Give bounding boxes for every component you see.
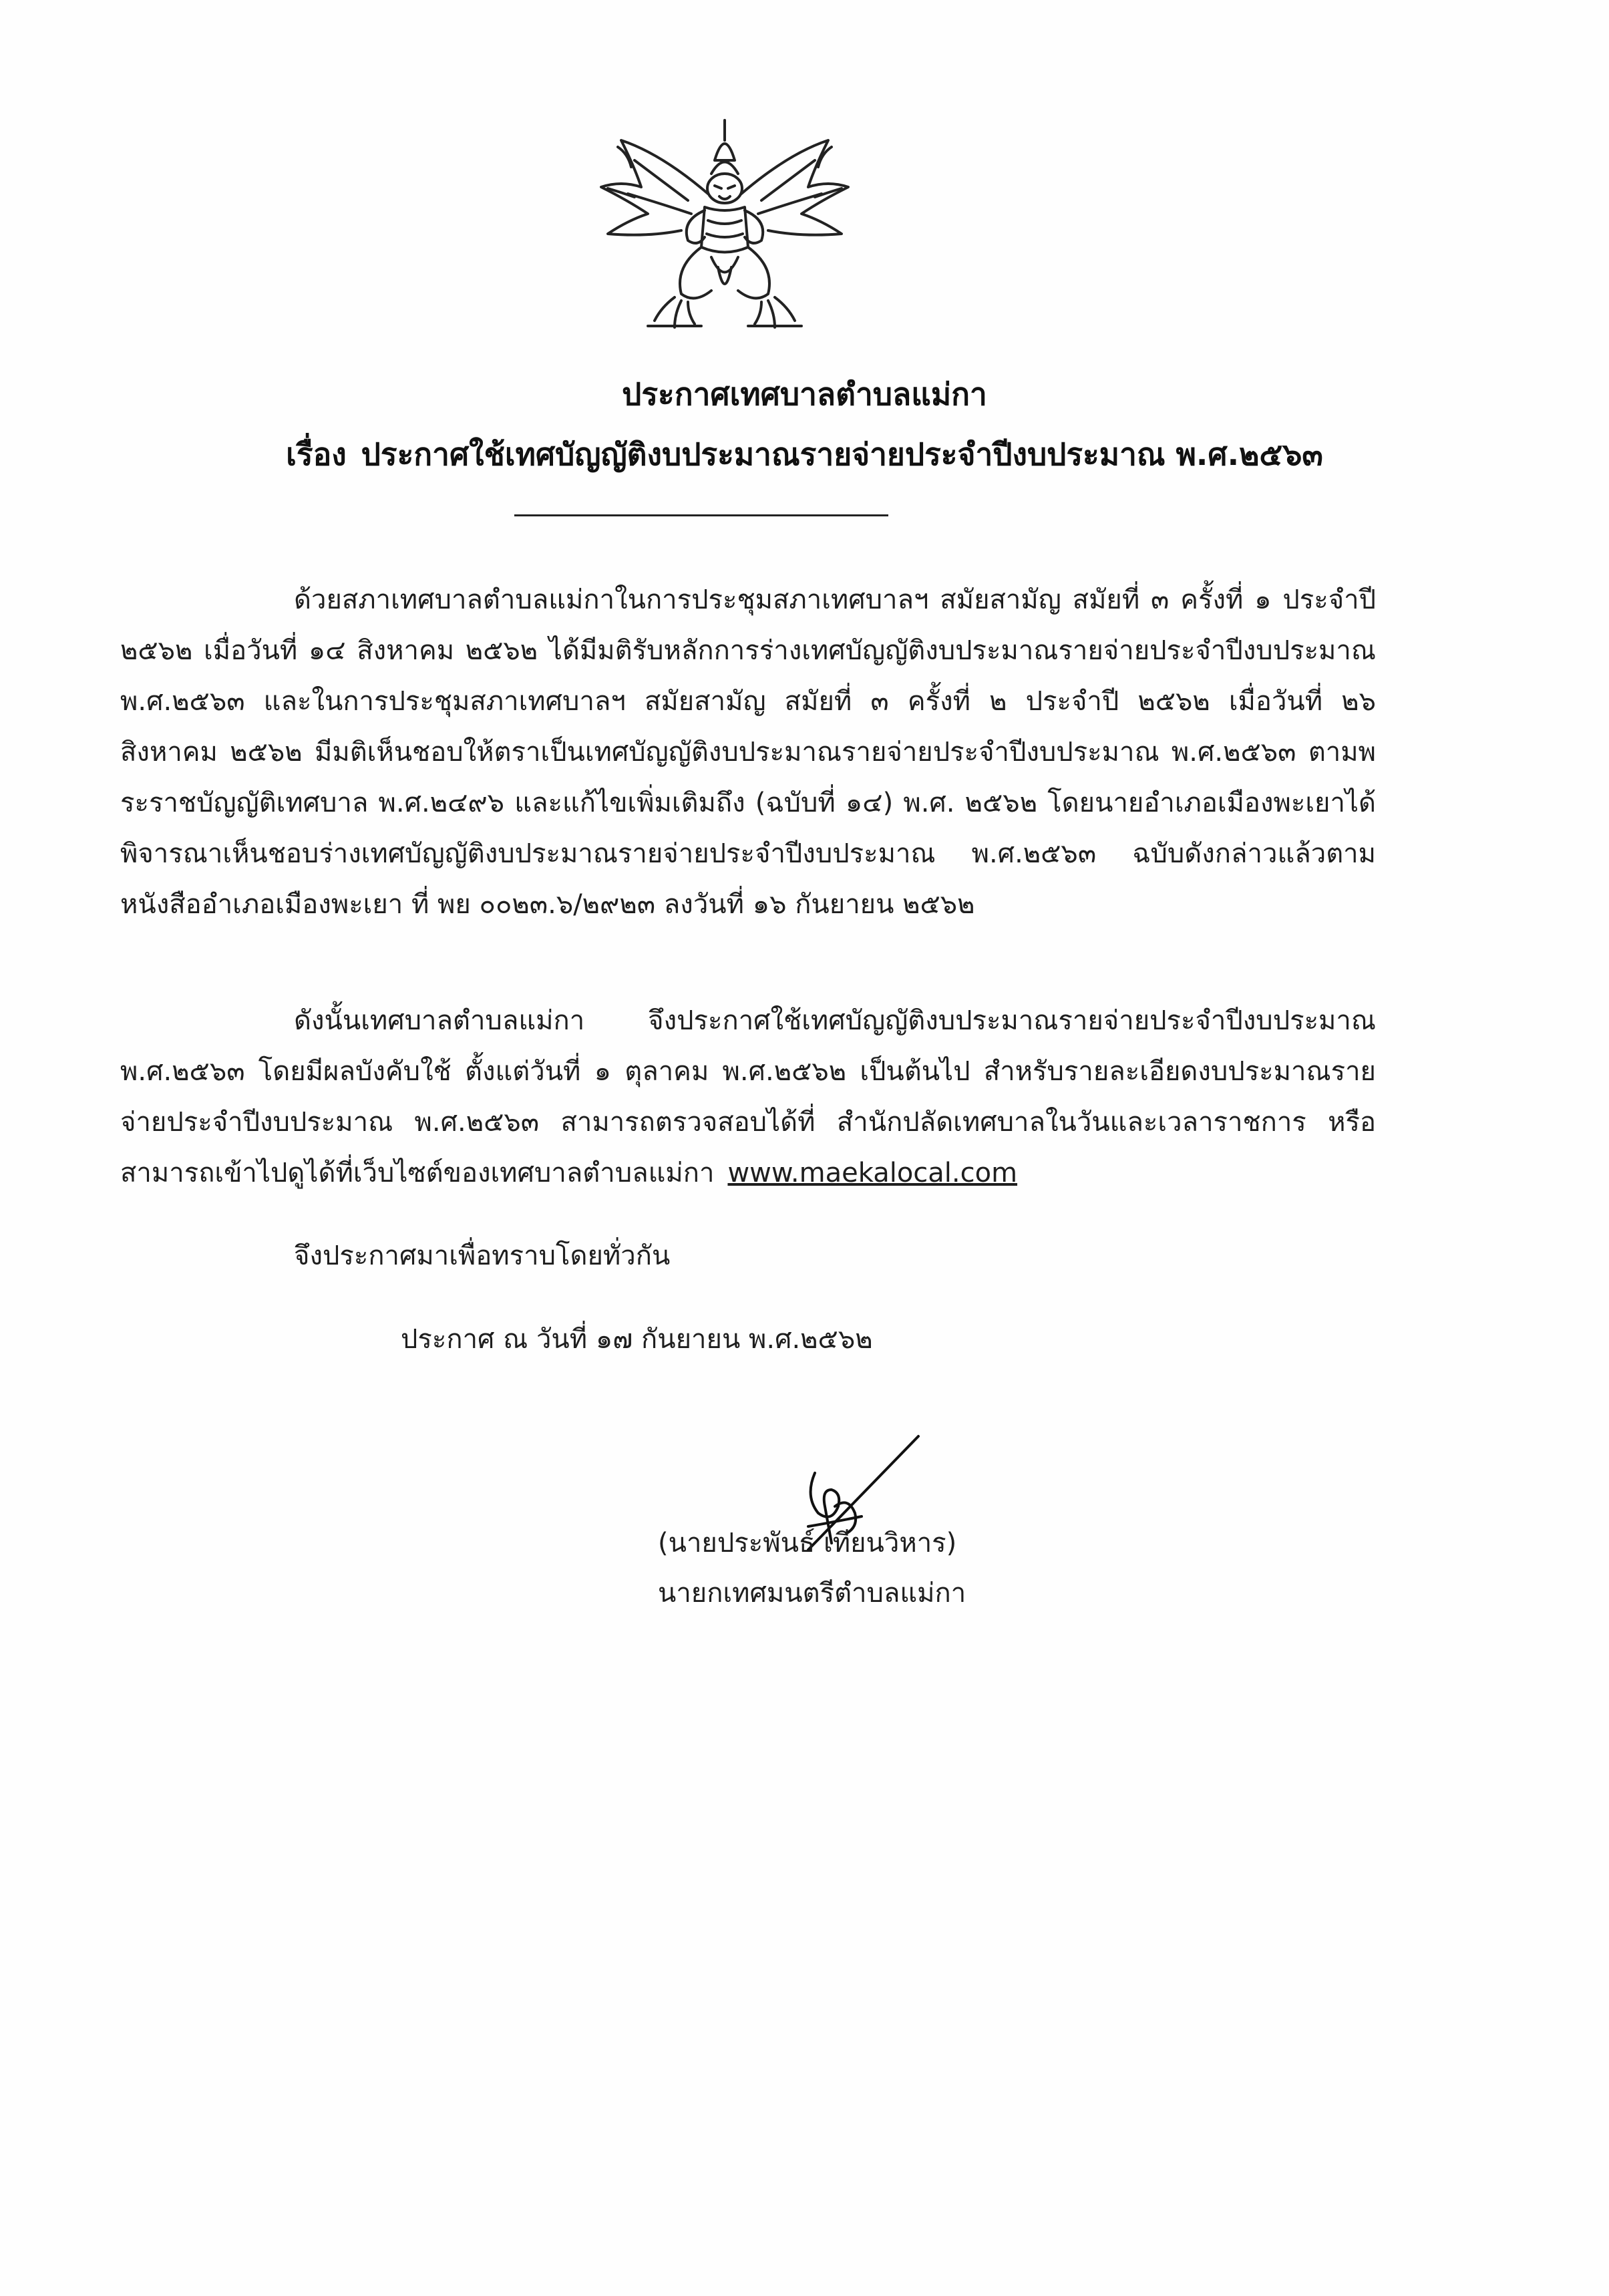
title-divider [514,514,888,516]
paragraph-announcement [120,995,1376,1198]
closing-statement: จึงประกาศมาเพื่อทราบโดยทั่วกัน [294,1241,671,1271]
signer-position: นายกเทศมนตรีตำบลแม่กา [658,1578,966,1609]
announcement-date: ประกาศ ณ วันที่ ๑๗ กันยายน พ.ศ.๒๕๖๒ [401,1324,873,1355]
page-title: ประกาศเทศบาลตำบลแม่กา [622,376,987,412]
subject-label: เรื่อง [286,436,347,472]
subject-line [0,434,1609,474]
subject-text: ประกาศใช้เทศบัญญัติงบประมาณรายจ่ายประจำปีงบประมาณ พ.ศ.๒๕๖๓ [361,436,1323,472]
website-link[interactable]: www.maekalocal.com [727,1158,1018,1188]
paragraph-announcement-text: ดังนั้นเทศบาลตำบลแม่กา จึงประกาศใช้เทศบัญญัติงบประมาณรายจ่ายประจำปีงบประมาณ พ.ศ.๒๕๖๓ โดยมีผลบังคับใช้ ตั้งแต่วันที่ ๑ ตุลาคม พ.ศ.๒๕๖๒ เป็นต้นไป สำหรับรายละเอียดงบประมาณรายจ่ายประจำปีงบประมาณ พ.ศ.๒๕๖๓ สามารถตรวจสอบได้ที่ สำนักปลัดเทศบาลในวันและเวลาราชการ หรือสามารถเข้าไปดูได้ที่เว็บไซต์ของเทศบาลตำบลแม่กา [120,1005,1376,1188]
signer-name: (นายประพันธ์ เทียนวิหาร) [658,1528,957,1559]
paragraph-background: ด้วยสภาเทศบาลตำบลแม่กาในการประชุมสภาเทศบาลฯ สมัยสามัญ สมัยที่ ๓ ครั้งที่ ๑ ประจำปี ๒๕๖๒ เมื่อวันที่ ๑๔ สิงหาคม ๒๕๖๒ ได้มีมติรับหลักการร่างเทศบัญญัติงบประมาณรายจ่ายประจำปีงบประมาณ พ.ศ.๒๕๖๓ และในการประชุมสภาเทศบาลฯ สมัยสามัญ สมัยที่ ๓ ครั้งที่ ๒ ประจำปี ๒๕๖๒ เมื่อวันที่ ๒๖ สิงหาคม ๒๕๖๒ มีมติเห็นชอบให้ตราเป็นเทศบัญญัติงบประมาณรายจ่ายประจำปีงบประมาณ พ.ศ.๒๕๖๓ ตามพระราชบัญญัติเทศบาล พ.ศ.๒๔๙๖ และแก้ไขเพิ่มเติมถึง (ฉบับที่ ๑๔) พ.ศ. ๒๕๖๒ โดยนายอำเภอเมืองพะเยาได้พิจารณาเห็นชอบร่างเทศบัญญัติงบประมาณรายจ่ายประจำปีงบประมาณ พ.ศ.๒๕๖๓ ฉบับดังกล่าวแล้วตามหนังสืออำเภอเมืองพะเยา ที่ พย ๐๐๒๓.๖/๒๙๒๓ ลงวันที่ ๑๖ กันยายน ๒๕๖๒ [120,585,1376,920]
garuda-emblem-icon [581,114,868,341]
